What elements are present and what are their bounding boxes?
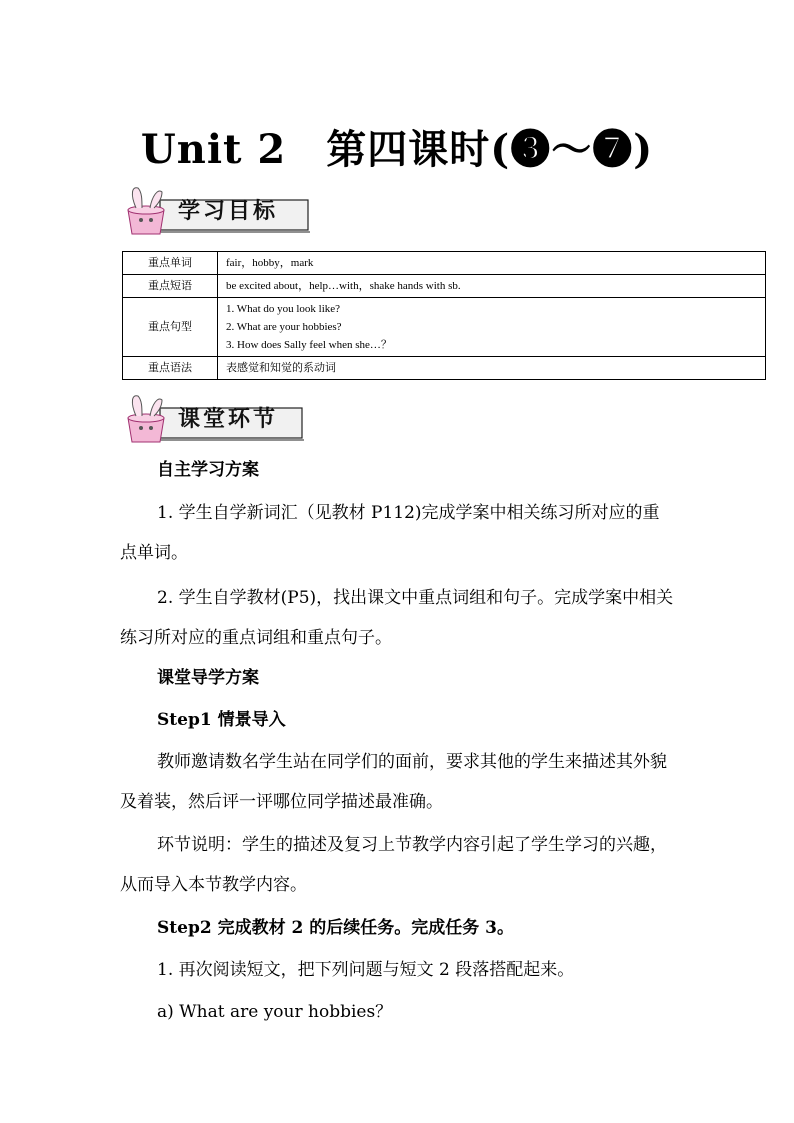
table-row [123, 357, 766, 380]
bunny-cup-icon [128, 396, 164, 442]
goals-table [122, 251, 766, 380]
row-value: be excited about，help…with，shake hands with sb. [218, 275, 766, 298]
title-unit: Unit 2 [140, 126, 287, 173]
paragraph: 1. 再次阅读短文，把下列问题与短文 2 段落搭配起来。 [157, 960, 575, 980]
class-banner-label: 课堂环节 [178, 407, 279, 432]
class-banner [120, 390, 320, 446]
bunny-cup-icon [128, 188, 164, 234]
paragraph: 1. 学生自学新词汇（见教材 P112)完成学案中相关练习所对应的重点单词。 [120, 503, 660, 563]
table-row [123, 275, 766, 298]
row-value [218, 298, 766, 357]
paragraph: 教师邀请数名学生站在同学们的面前，要求其他的学生来描述其外貌及着装，然后评一评哪位同学描述最准确。 [120, 752, 667, 812]
row-key: 重点语法 [123, 357, 218, 380]
table-row [123, 252, 766, 275]
goals-banner [120, 182, 320, 238]
row-value: fair，hobby，mark [218, 252, 766, 275]
table-row [123, 298, 766, 357]
question-line: a) What are your hobbies？ [157, 1002, 393, 1022]
sentence-line: 1. What do you look like? [226, 303, 341, 315]
heading-class-guide: 课堂导学方案 [157, 668, 259, 688]
heading-step2: Step2 完成教材 2 的后续任务。完成任务 3。 [157, 918, 514, 938]
row-key: 重点句型 [123, 298, 218, 357]
heading-step1: Step1 情景导入 [157, 710, 286, 730]
paragraph: 环节说明：学生的描述及复习上节教学内容引起了学生学习的兴趣，从而导入本节教学内容。 [120, 835, 667, 895]
heading-self-study: 自主学习方案 [157, 460, 259, 480]
title-lesson: 第四课时(❸～❼) [326, 126, 654, 173]
row-value: 表感觉和知觉的系动词 [218, 357, 766, 380]
paragraph: 2. 学生自学教材(P5)，找出课文中重点词组和句子。完成学案中相关练习所对应的重点词组和重点句子。 [120, 588, 674, 648]
goals-banner-label: 学习目标 [178, 199, 279, 224]
row-key: 重点单词 [123, 252, 218, 275]
page-title [0, 118, 794, 175]
row-key: 重点短语 [123, 275, 218, 298]
sentence-line: 3. How does Sally feel when she…？ [226, 339, 392, 351]
sentence-line: 2. What are your hobbies? [226, 321, 342, 333]
